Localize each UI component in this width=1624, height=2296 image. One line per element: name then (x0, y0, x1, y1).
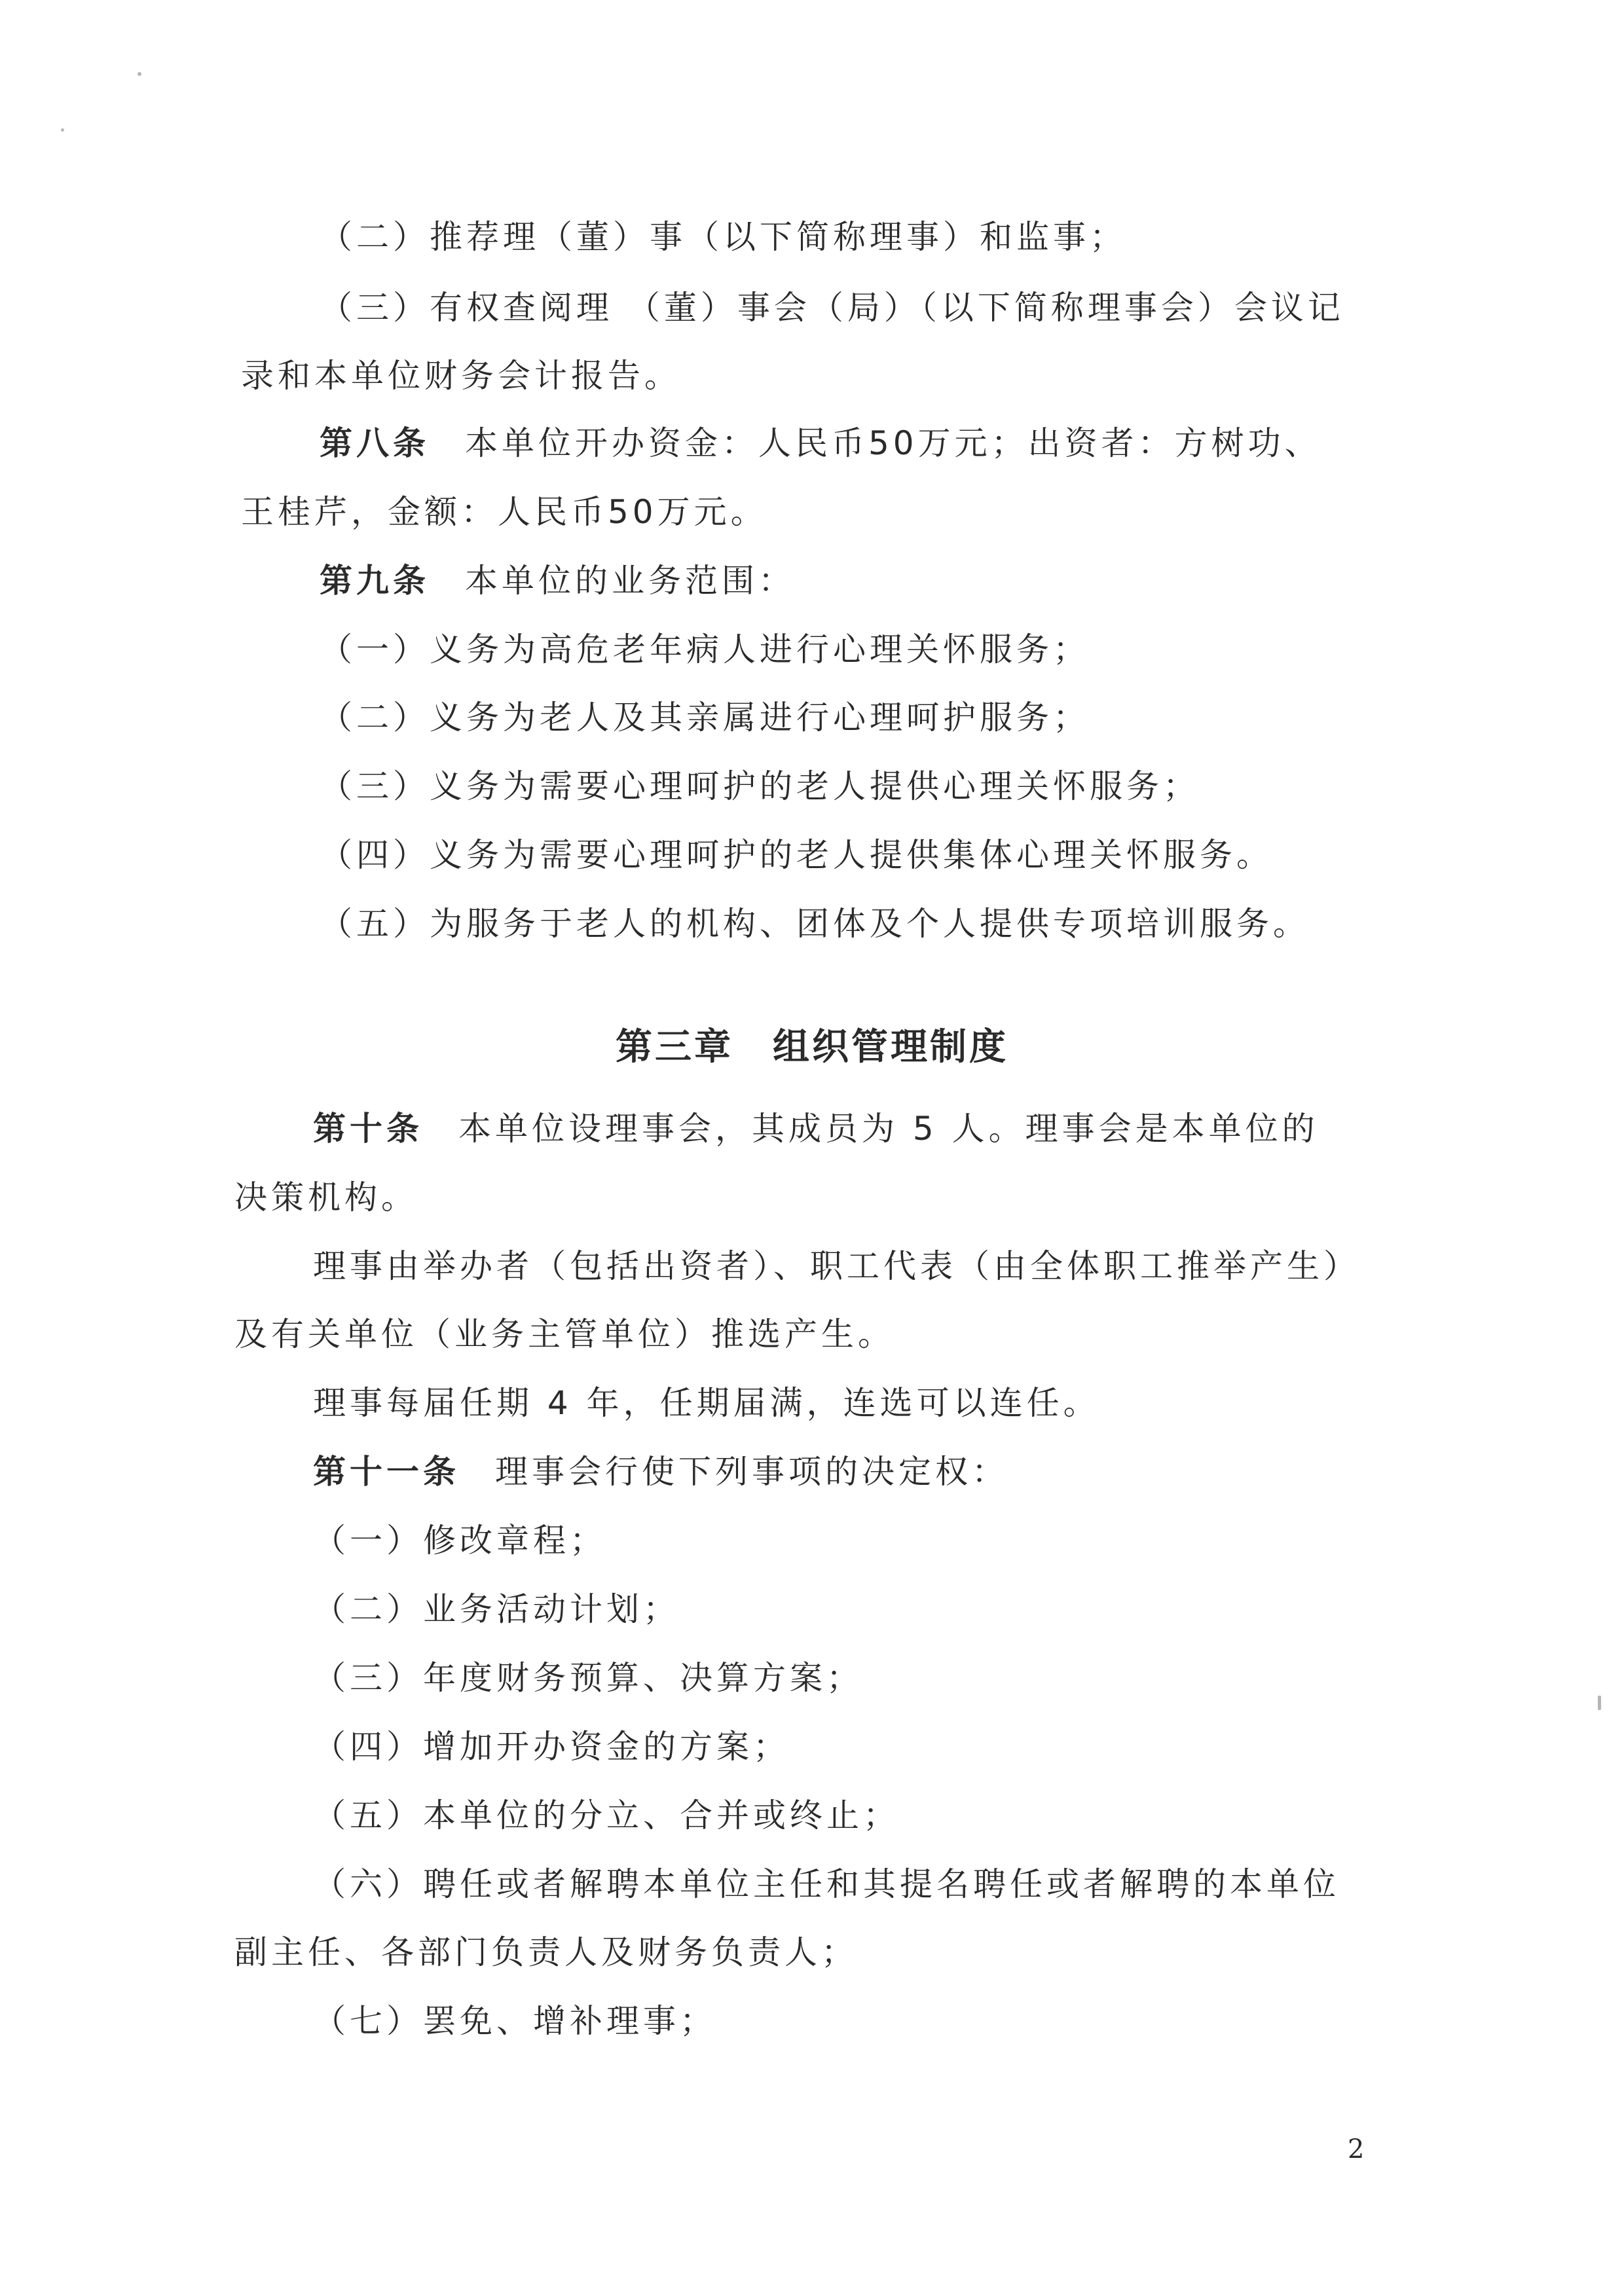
article-label: 第十一条 (313, 1453, 460, 1491)
article-text: 本单位开办资金：人民币50万元；出资者：方树功、 (465, 424, 1321, 462)
body-line: （三）有权查阅理 （董）事会（局）（以下简称理事会）会议记 (320, 289, 1344, 327)
list-item: （五）为服务于老人的机构、团体及个人提供专项培训服务。 (320, 905, 1310, 943)
list-item: （六）聘任或者解聘本单位主任和其提名聘任或者解聘的本单位 (313, 1865, 1340, 1903)
list-item: （四）义务为需要心理呵护的老人提供集体心理关怀服务。 (320, 836, 1273, 874)
scan-speck (1598, 1696, 1601, 1710)
article-text: 本单位设理事会，其成员为 5 人。理事会是本单位的 (458, 1110, 1319, 1148)
article-label: 第十条 (313, 1110, 423, 1148)
chapter-heading: 第三章 组织管理制度 (616, 1026, 1008, 1068)
article-10 (313, 1108, 1319, 1150)
page-number: 2 (1348, 2134, 1365, 2164)
article-text: 理事会行使下列事项的决定权： (495, 1453, 1008, 1491)
body-line: 理事由举办者（包括出资者）、职工代表（由全体职工推举产生） (313, 1247, 1360, 1285)
body-line: （二）推荐理（董）事（以下简称理事）和监事； (320, 218, 1126, 256)
list-item: （五）本单位的分立、合并或终止； (313, 1796, 900, 1834)
list-item: （二）义务为老人及其亲属进行心理呵护服务； (320, 699, 1090, 737)
body-line: 副主任、各部门负责人及财务负责人； (234, 1933, 858, 1971)
list-item: （三）年度财务预算、决算方案； (313, 1659, 863, 1697)
list-item: （三）义务为需要心理呵护的老人提供心理关怀服务； (320, 767, 1200, 805)
list-item: （二）业务活动计划； (313, 1590, 680, 1628)
body-line: 录和本单位财务会计报告。 (241, 357, 681, 395)
body-line: 理事每届任期 4 年，任期届满，连选可以连任。 (313, 1384, 1100, 1422)
article-text: 本单位的业务范围： (465, 562, 795, 600)
article-8 (320, 422, 1321, 464)
list-item: （七）罢免、增补理事； (313, 2002, 716, 2040)
list-item: （四）增加开办资金的方案； (313, 1728, 790, 1766)
article-label: 第九条 (320, 562, 430, 600)
scan-speck (138, 72, 141, 76)
list-item: （一）义务为高危老年病人进行心理关怀服务； (320, 630, 1090, 668)
list-item: （一）修改章程； (313, 1522, 606, 1559)
body-line: 及有关单位（业务主管单位）推选产生。 (234, 1315, 895, 1353)
article-11 (313, 1451, 1008, 1493)
body-line: 决策机构。 (234, 1178, 418, 1216)
article-label: 第八条 (320, 424, 430, 462)
scan-speck (61, 128, 64, 132)
body-line: 王桂芹，金额：人民币50万元。 (241, 493, 767, 531)
article-9 (320, 560, 795, 602)
